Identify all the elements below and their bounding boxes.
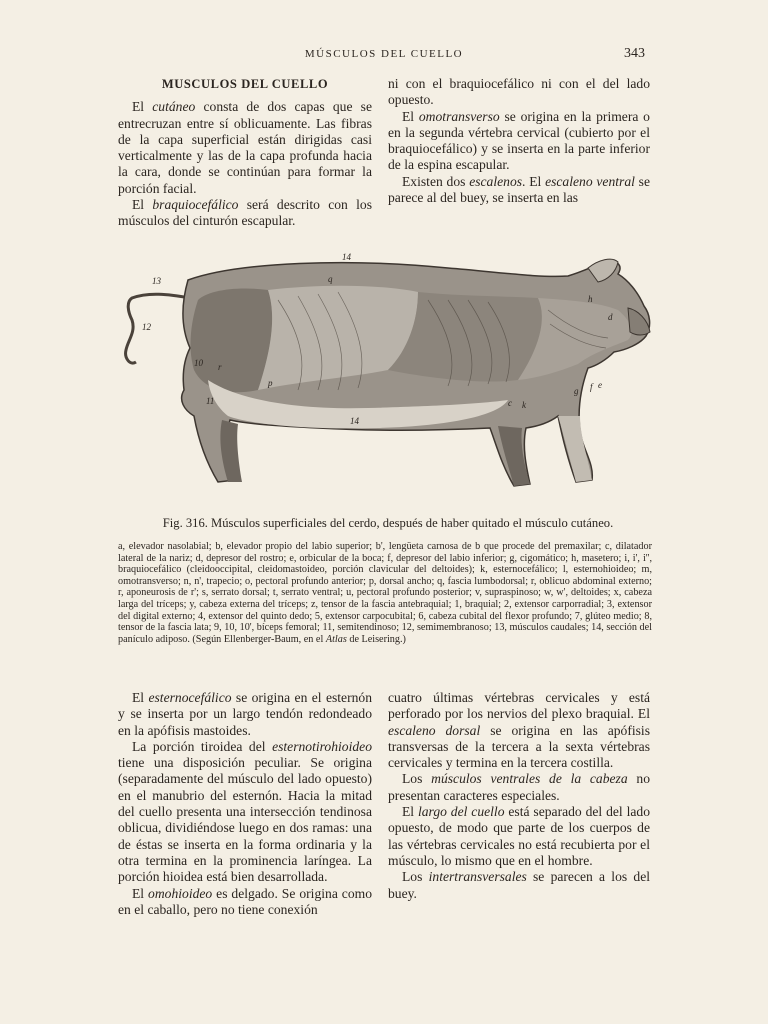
term-esternotirohioideo: esternotirohioideo bbox=[272, 738, 372, 754]
label-p: p bbox=[268, 378, 273, 388]
label-11: 11 bbox=[206, 396, 215, 406]
figure-caption: Fig. 316. Músculos superficiales del cerdo, después de haber quitado el músculo cutáneo. bbox=[162, 516, 614, 530]
label-g: g bbox=[574, 386, 579, 396]
term-musculos-ventrales: músculos ventrales de la cabeza bbox=[431, 771, 628, 787]
term-largo-del-cuello: largo del cuello bbox=[417, 804, 505, 820]
paragraph-escalenos: Existen dos escalenos. El escaleno ventral se parece al del buey, se inserta en las bbox=[388, 173, 650, 206]
label-14-top: 14 bbox=[342, 252, 351, 262]
label-r: r bbox=[218, 362, 222, 372]
label-e: e bbox=[598, 380, 602, 390]
term-omohioideo: omohioideo bbox=[148, 885, 213, 901]
label-k: k bbox=[522, 400, 526, 410]
paragraph-omotransverso: El omotransverso se origina en la primera o en la segunda vértebra cervical (cubierto por el braquiocefálico) y se inserta en la parte inferior de la espina escapular. bbox=[388, 108, 650, 173]
paragraph-continuation: ni con el braquiocefálico ni con el del lado opuesto. bbox=[388, 76, 650, 108]
label-14-bottom: 14 bbox=[350, 416, 359, 426]
section-heading: MUSCULOS DEL CUELLO bbox=[161, 77, 329, 91]
figure-legend: a, elevador nasolabial; b, elevador propio del labio superior; b', lengüeta carnosa de b que procede del premaxilar; c, dilatador lateral de la nariz; d, depresor del rostro; e, orbicular de la boca; f, depresor del labio inferior; g, cigomático; h, masetero; i, i', i'', braquiocefálico (cleidooccipital, cleidomastoideo, porción clavicular del deltoides); k, esternocefálico; l, esternohioideo; m, omotransverso; n, n', trapecio; o, pectoral profundo anterior; p, dorsal ancho; q, fascia lumbodorsal; r, oblicuo abdominal externo; r, aponeurosis de r'; s, serrato dorsal; t, serrato ventral; u, pectoral profundo posterior; v, supraspinoso; w, w', deltoides; x, cabeza larga del tríceps; y, cabeza externa del tríceps; z, tensor de la fascia antebraquial; 1, braquial; 2, extensor carporradial; 3, extensor del digital externo; 4, extensor del quinto dedo; 5, extensor carpocubital; 6, cabeza cubital del flexor profundo; 7, glúteo medio; 8, tensor de la fascia lata; 9, 10, 10', bíceps femoral; 11, semitendinoso; 12, semimembranoso; 13, músculos caudales; 14, sección del panículo adiposo. (Según Ellenberger-Baum, en el Atlas de Leisering.) bbox=[118, 541, 652, 645]
label-12: 12 bbox=[142, 322, 151, 332]
paragraph-largo-del-cuello: El largo del cuello está separado del del lado opuesto, de modo que parte de los cuerpos de las vértebras cervicales no está recubierta por el músculo, lo mismo que en el hombre. bbox=[388, 804, 650, 868]
term-braquiocefalico: braquiocefálico bbox=[152, 197, 239, 213]
paragraph-esternotirohioideo: La porción tiroidea del esternotirohioideo tiene una disposición peculiar. Se origina (separadamente del músculo del lado opuesto) en el manubrio del esternón. Hacia la mitad del cuello presenta una intersección tendinosa oblicua, dividiéndose luego en dos ramas: una de éstas se inserta en la forma ordinaria y la otra termina en la prominencia laríngea. La porción hioidea está bien desarrollada. bbox=[118, 738, 372, 885]
legend-atlas: Atlas bbox=[325, 633, 347, 645]
term-omotransverso: omotransverso bbox=[418, 108, 500, 124]
label-f: f bbox=[590, 382, 593, 392]
paragraph-escaleno-dorsal: cuatro últimas vértebras cervicales y está perforado por los nervios del plexo braquial. El escaleno dorsal se origina en las apófisis transversas de la tercera a la sexta vértebras cervicales y termina en la tercera costilla. bbox=[388, 690, 650, 771]
term-intertransversales: intertransversales bbox=[428, 869, 527, 885]
pig-muscle-illustration bbox=[118, 240, 658, 512]
bottom-right-column bbox=[388, 690, 650, 902]
top-left-column bbox=[118, 76, 372, 230]
label-h: h bbox=[588, 294, 593, 304]
term-escaleno-dorsal: escaleno dorsal bbox=[388, 722, 481, 738]
label-c: c bbox=[508, 398, 512, 408]
page-number: 343 bbox=[624, 46, 645, 61]
label-q: q bbox=[328, 274, 333, 284]
paragraph-braquiocefalico: El braquiocefálico será descrito con los músculos del cinturón escapular. bbox=[118, 197, 372, 229]
term-cutaneo: cutáneo bbox=[152, 99, 196, 115]
term-escalenos: escalenos bbox=[469, 173, 523, 189]
term-escaleno-ventral: escaleno ventral bbox=[545, 173, 635, 189]
paragraph-esternocefalico: El esternocefálico se origina en el esternón y se inserta por un largo tendón redondeado en la apófisis mastoides. bbox=[118, 690, 373, 738]
bottom-left-column bbox=[118, 690, 372, 918]
term-esternocefalico: esternocefálico bbox=[148, 690, 232, 705]
label-d: d bbox=[608, 312, 613, 322]
paragraph-intertransversales: Los intertransversales se parecen a los del buey. bbox=[388, 869, 650, 901]
label-10: 10 bbox=[194, 358, 203, 368]
paragraph-musculos-ventrales: Los músculos ventrales de la cabeza no presentan caracteres especiales. bbox=[388, 771, 650, 803]
paragraph-omohioideo: El omohioideo es delgado. Se origina como en el caballo, pero no tiene conexión bbox=[118, 885, 372, 917]
label-13: 13 bbox=[152, 276, 161, 286]
top-right-column bbox=[388, 76, 650, 206]
paragraph-cutaneo: El cutáneo consta de dos capas que se entrecruzan entre sí oblicuamente. Las fibras de la capa superficial están dirigidas casi verticalmente y las de la capa profunda hacia la cara, donde se continúan para formar la porción facial. bbox=[118, 99, 372, 196]
running-title: MÚSCULOS DEL CUELLO bbox=[304, 48, 464, 60]
